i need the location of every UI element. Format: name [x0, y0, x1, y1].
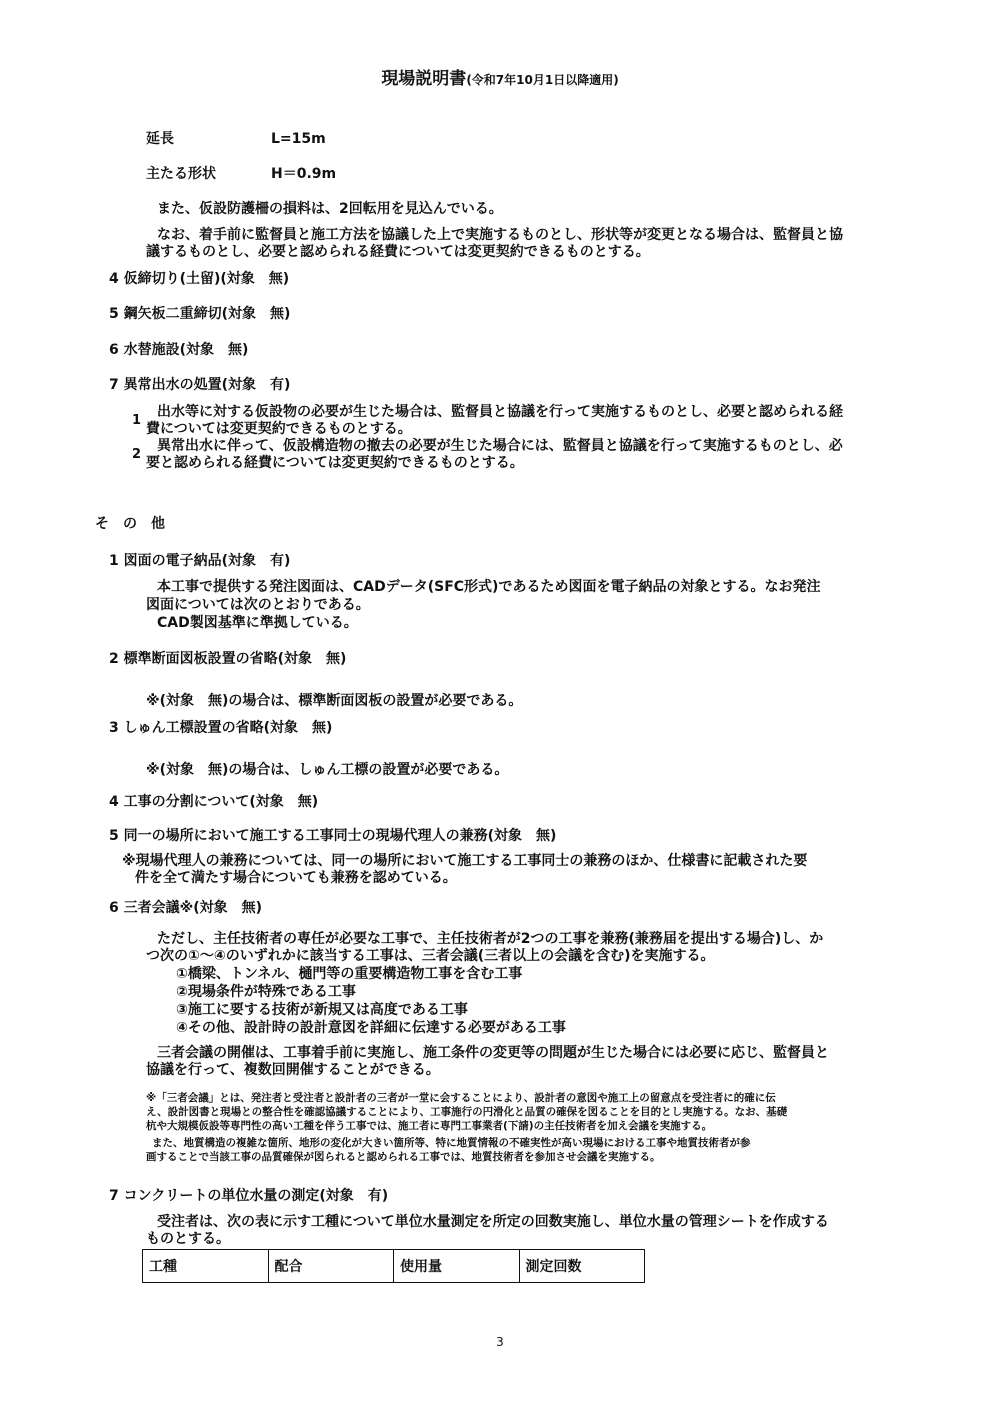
item-7-sub-1-line-2: 費については変更契約できるものとする。 [146, 421, 412, 437]
other-5-heading: 5 同一の場所において施工する工事同士の現場代理人の兼務(対象 無) [109, 828, 557, 844]
unit-water-table [142, 1249, 645, 1283]
table-header-cell: 使用量 [394, 1250, 520, 1283]
shape-label: 主たる形状 [146, 166, 216, 182]
shape-value: H＝0.9m [271, 166, 337, 182]
item-7-sub-2-line-2: 要と認められる経費については変更契約できるものとする。 [146, 455, 524, 471]
other-7-line-2: ものとする。 [146, 1231, 230, 1247]
other-5-line-1: ※現場代理人の兼務については、同一の場所において施工する工事同士の兼務のほか、仕様書に記載された要 [122, 853, 808, 869]
other-3-heading: 3 しゅん工標設置の省略(対象 無) [109, 720, 333, 736]
other-1-line-3: CAD製図基準に準拠している。 [157, 615, 358, 631]
other-6-footnote-1: ※「三者会議」とは、発注者と受注者と設計者の三者が一堂に会することにより、設計者の意図や施工上の留意点を受注者に的確に伝 [146, 1092, 776, 1104]
other-4-heading: 4 工事の分割について(対象 無) [109, 794, 319, 810]
length-value: L=15m [271, 131, 326, 147]
other-3-note: ※(対象 無)の場合は、しゅん工標の設置が必要である。 [146, 762, 509, 778]
other-6-line-4: 協議を行って、複数回開催することができる。 [146, 1062, 440, 1078]
other-6-footnote-3: 杭や大規模仮設等専門性の高い工種を伴う工事では、施工者に専門工事業者(下請)の主任技術者を加え会議を実施する。 [146, 1120, 713, 1132]
other-6-footnote-2: え、設計図書と現場との整合性を確認協議することにより、工事施行の円滑化と品質の確保を図ることを目的とし実施する。なお、基礎 [146, 1106, 788, 1118]
other-6-case-2: ②現場条件が特殊である工事 [176, 984, 356, 1000]
other-2-note: ※(対象 無)の場合は、標準断面図板の設置が必要である。 [146, 693, 523, 709]
other-5-line-2: 件を全て満たす場合についても兼務を認めている。 [135, 870, 457, 886]
item-7-sub-1-line-1: 出水等に対する仮設物の必要が生じた場合は、監督員と協議を行って実施するものとし、必要と認められる経 [157, 404, 843, 420]
item-7-sub-2-line-1: 異常出水に伴って、仮設構造物の撤去の必要が生じた場合には、監督員と協議を行って実施するものとし、必 [157, 438, 843, 454]
title-subtitle: (令和7年10月1日以降適用) [466, 73, 619, 87]
intro-note-2-line-1: なお、着手前に監督員と施工方法を協議した上で実施するものとし、形状等が変更となる場合は、監督員と協 [157, 227, 843, 243]
item-5-heading: 5 鋼矢板二重締切(対象 無) [109, 306, 291, 322]
page-title [0, 64, 1000, 89]
other-heading: そ の 他 [95, 516, 165, 532]
other-6-line-1: ただし、主任技術者の専任が必要な工事で、主任技術者が2つの工事を兼務(兼務届を提出する場合)し、か [157, 931, 824, 947]
title-main: 現場説明書 [381, 69, 467, 89]
other-2-heading: 2 標準断面図板設置の省略(対象 無) [109, 651, 347, 667]
table-header-row [143, 1250, 645, 1283]
other-6-case-1: ①橋梁、トンネル、樋門等の重要構造物工事を含む工事 [176, 966, 523, 982]
table-header-cell: 測定回数 [519, 1250, 645, 1283]
table-header-cell: 配合 [268, 1250, 394, 1283]
other-6-line-2: つ次の①～④のいずれかに該当する工事は、三者会議(三者以上の会議を含む)を実施する。 [146, 948, 715, 964]
length-label: 延長 [146, 131, 174, 147]
item-7-sub-2-number: 2 [132, 447, 142, 462]
intro-note-2-line-2: 議するものとし、必要と認められる経費については変更契約できるものとする。 [146, 244, 650, 260]
item-4-heading: 4 仮締切り(土留)(対象 無) [109, 271, 290, 287]
other-6-footnote-5: 画することで当該工事の品質確保が図られると認められる工事では、地質技術者を参加させ会議を実施する。 [146, 1151, 661, 1163]
other-1-heading: 1 図面の電子納品(対象 有) [109, 553, 291, 569]
other-6-case-4: ④その他、設計時の設計意図を詳細に伝達する必要がある工事 [176, 1020, 566, 1036]
item-7-sub-1-number: 1 [132, 413, 142, 428]
other-1-line-1: 本工事で提供する発注図面は、CADデータ(SFC形式)であるため図面を電子納品の対象とする。なお発注 [157, 579, 821, 595]
item-6-heading: 6 水替施設(対象 無) [109, 342, 249, 358]
page-number: 3 [496, 1335, 504, 1349]
other-1-line-2: 図面については次のとおりである。 [146, 597, 370, 613]
table-header-cell: 工種 [143, 1250, 269, 1283]
other-7-heading: 7 コンクリートの単位水量の測定(対象 有) [109, 1188, 389, 1204]
intro-note-1: また、仮設防護柵の損料は、2回転用を見込んでいる。 [157, 201, 503, 217]
other-6-footnote-4: また、地質構造の複雑な箇所、地形の変化が大きい箇所等、特に地質情報の不確実性が高い現場における工事や地質技術者が参 [152, 1137, 751, 1149]
other-6-case-3: ③施工に要する技術が新規又は高度である工事 [176, 1002, 468, 1018]
other-7-line-1: 受注者は、次の表に示す工種について単位水量測定を所定の回数実施し、単位水量の管理シートを作成する [157, 1214, 829, 1230]
item-7-heading: 7 異常出水の処置(対象 有) [109, 377, 291, 393]
other-6-heading: 6 三者会議※(対象 無) [109, 900, 263, 916]
other-6-line-3: 三者会議の開催は、工事着手前に実施し、施工条件の変更等の問題が生じた場合には必要に応じ、監督員と [157, 1045, 829, 1061]
